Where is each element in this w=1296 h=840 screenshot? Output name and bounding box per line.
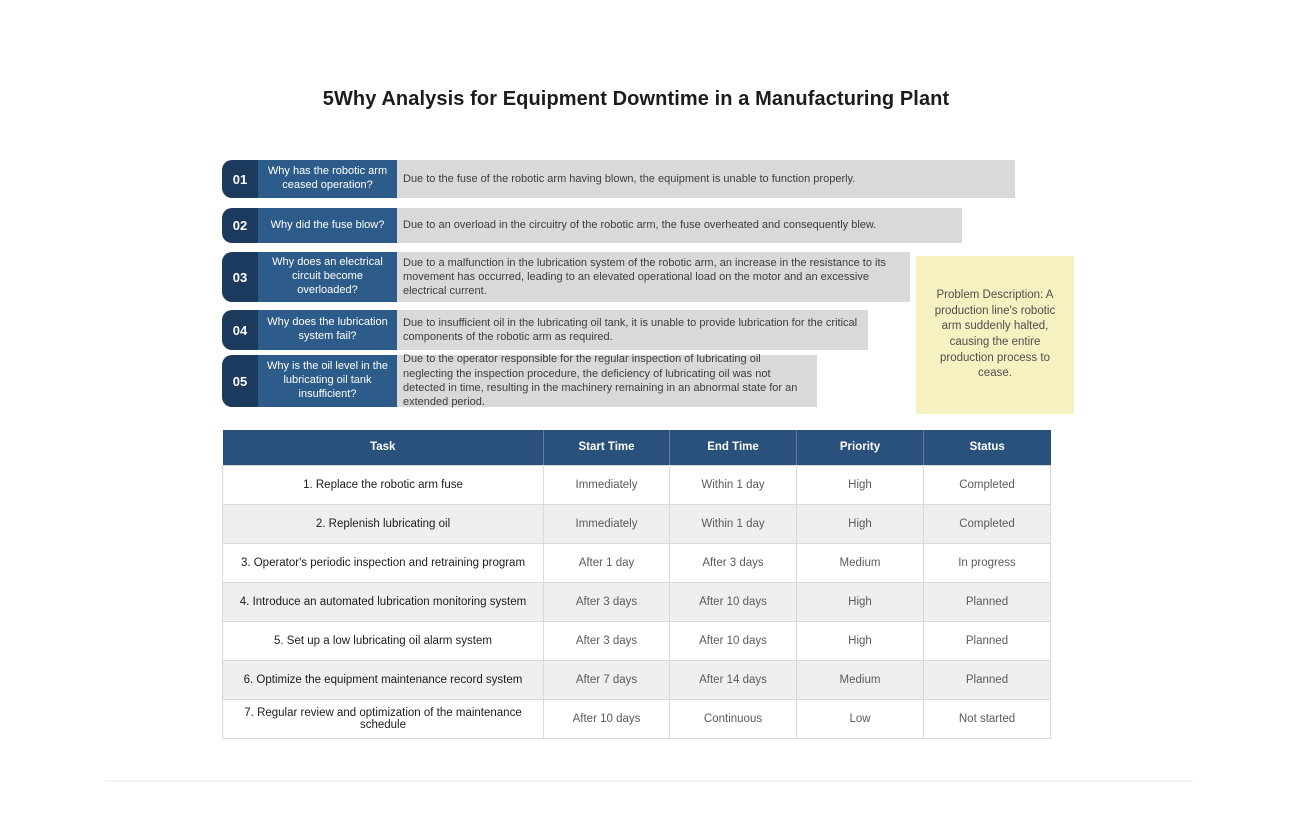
bottom-divider bbox=[105, 780, 1193, 782]
column-header-status: Status bbox=[924, 430, 1051, 465]
priority-cell: High bbox=[797, 504, 924, 543]
start-time-cell: After 3 days bbox=[544, 621, 670, 660]
page-title: 5Why Analysis for Equipment Downtime in a Manufacturing Plant bbox=[322, 88, 950, 110]
priority-cell: Medium bbox=[797, 543, 924, 582]
end-time-cell: After 10 days bbox=[670, 582, 797, 621]
status-cell: Planned bbox=[924, 660, 1051, 699]
task-cell: 7. Regular review and optimization of the maintenance schedule bbox=[223, 699, 544, 738]
why-number-badge: 05 bbox=[222, 355, 258, 407]
why-number-badge: 01 bbox=[222, 160, 258, 198]
start-time-cell: After 10 days bbox=[544, 699, 670, 738]
column-header-task: Task bbox=[223, 430, 544, 465]
why-label-1 bbox=[222, 160, 397, 198]
why-label-2 bbox=[222, 208, 397, 243]
table-row bbox=[223, 465, 1051, 504]
start-time-cell: Immediately bbox=[544, 465, 670, 504]
why-label-4 bbox=[222, 310, 397, 350]
table-row bbox=[223, 660, 1051, 699]
start-time-cell: After 1 day bbox=[544, 543, 670, 582]
start-time-cell: After 7 days bbox=[544, 660, 670, 699]
why-question-pill: Why does the lubrication system fail? bbox=[258, 310, 397, 350]
status-cell: Planned bbox=[924, 621, 1051, 660]
start-time-cell: After 3 days bbox=[544, 582, 670, 621]
why-label-3 bbox=[222, 252, 397, 302]
priority-cell: Medium bbox=[797, 660, 924, 699]
table-row bbox=[223, 582, 1051, 621]
end-time-cell: Within 1 day bbox=[670, 504, 797, 543]
why-question-pill: Why is the oil level in the lubricating oil tank insufficient? bbox=[258, 355, 397, 407]
task-cell: 3. Operator's periodic inspection and retraining program bbox=[223, 543, 544, 582]
action-plan-table bbox=[222, 430, 1051, 739]
table-row bbox=[223, 699, 1051, 738]
end-time-cell: Continuous bbox=[670, 699, 797, 738]
why-row-5 bbox=[222, 355, 817, 407]
status-cell: Completed bbox=[924, 465, 1051, 504]
task-cell: 6. Optimize the equipment maintenance record system bbox=[223, 660, 544, 699]
table-row bbox=[223, 504, 1051, 543]
task-cell: 5. Set up a low lubricating oil alarm system bbox=[223, 621, 544, 660]
start-time-cell: Immediately bbox=[544, 504, 670, 543]
table-row bbox=[223, 543, 1051, 582]
priority-cell: High bbox=[797, 582, 924, 621]
end-time-cell: After 3 days bbox=[670, 543, 797, 582]
why-number-badge: 03 bbox=[222, 252, 258, 302]
task-cell: 1. Replace the robotic arm fuse bbox=[223, 465, 544, 504]
problem-description-note: Problem Description: A production line's robotic arm suddenly halted, causing the entire production process to cease. bbox=[916, 256, 1074, 414]
why-number-badge: 04 bbox=[222, 310, 258, 350]
table-header-row bbox=[223, 430, 1051, 465]
end-time-cell: After 10 days bbox=[670, 621, 797, 660]
status-cell: Not started bbox=[924, 699, 1051, 738]
why-row-4 bbox=[222, 310, 868, 350]
why-answer-bar: Due to insufficient oil in the lubricating oil tank, it is unable to provide lubrication for the critical components of the robotic arm as required. bbox=[397, 310, 868, 350]
priority-cell: Low bbox=[797, 699, 924, 738]
end-time-cell: Within 1 day bbox=[670, 465, 797, 504]
table-row bbox=[223, 621, 1051, 660]
column-header-end-time: End Time bbox=[670, 430, 797, 465]
column-header-priority: Priority bbox=[797, 430, 924, 465]
why-row-1 bbox=[222, 160, 1015, 198]
why-answer-bar: Due to the operator responsible for the regular inspection of lubricating oil neglecting the inspection procedure, the deficiency of lubricating oil was not detected in time, resulting in the machinery remaining in an abnormal state for an extended period. bbox=[397, 355, 817, 407]
status-cell: Completed bbox=[924, 504, 1051, 543]
status-cell: Planned bbox=[924, 582, 1051, 621]
status-cell: In progress bbox=[924, 543, 1051, 582]
why-row-3 bbox=[222, 252, 910, 302]
task-cell: 2. Replenish lubricating oil bbox=[223, 504, 544, 543]
why-question-pill: Why has the robotic arm ceased operation? bbox=[258, 160, 397, 198]
end-time-cell: After 14 days bbox=[670, 660, 797, 699]
why-answer-bar: Due to an overload in the circuitry of the robotic arm, the fuse overheated and consequently blew. bbox=[397, 208, 962, 243]
priority-cell: High bbox=[797, 621, 924, 660]
priority-cell: High bbox=[797, 465, 924, 504]
why-question-pill: Why does an electrical circuit become overloaded? bbox=[258, 252, 397, 302]
why-answer-bar: Due to the fuse of the robotic arm having blown, the equipment is unable to function properly. bbox=[397, 160, 1015, 198]
why-row-2 bbox=[222, 208, 962, 243]
why-answer-bar: Due to a malfunction in the lubrication system of the robotic arm, an increase in the resistance to its movement has occurred, leading to an elevated operational load on the motor and an excessive electrical current. bbox=[397, 252, 910, 302]
column-header-start-time: Start Time bbox=[544, 430, 670, 465]
why-question-pill: Why did the fuse blow? bbox=[258, 208, 397, 243]
task-cell: 4. Introduce an automated lubrication monitoring system bbox=[223, 582, 544, 621]
why-label-5 bbox=[222, 355, 397, 407]
why-number-badge: 02 bbox=[222, 208, 258, 243]
